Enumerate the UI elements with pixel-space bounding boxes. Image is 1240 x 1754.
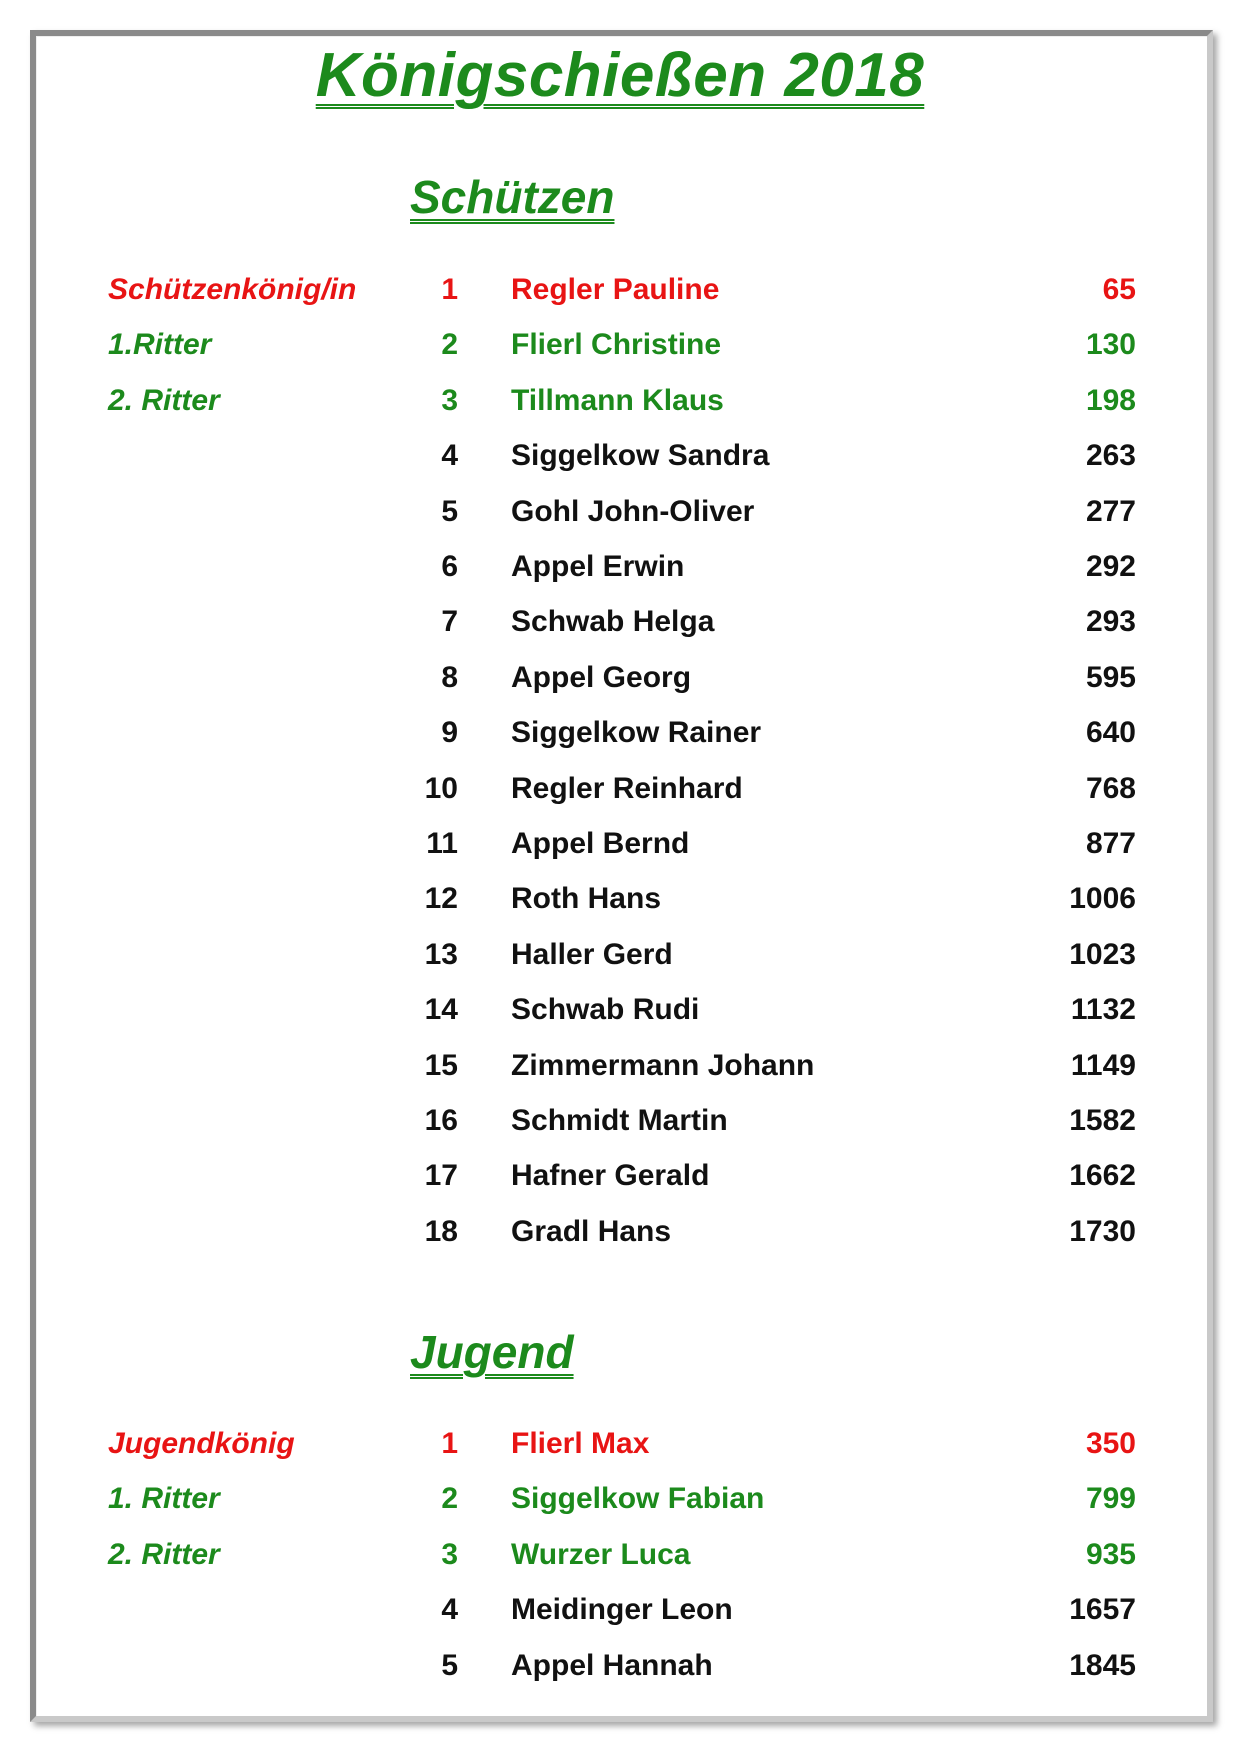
row-rank: 17	[424, 1159, 458, 1192]
row-role-label: 2. Ritter	[108, 384, 220, 417]
row-name: Flierl Max	[511, 1427, 650, 1460]
result-row	[0, 1477, 1240, 1521]
row-rank: 5	[441, 1649, 458, 1682]
row-score: 293	[1085, 605, 1136, 638]
result-row	[0, 1588, 1240, 1632]
row-name: Roth Hans	[511, 882, 661, 915]
row-name: Regler Pauline	[511, 273, 720, 306]
row-name: Appel Georg	[511, 661, 692, 694]
row-rank: 1	[441, 1427, 458, 1460]
row-rank: 8	[441, 661, 458, 694]
row-name: Schwab Helga	[511, 605, 715, 638]
row-role-label: 1.Ritter	[108, 328, 212, 361]
result-row	[0, 323, 1240, 367]
row-score: 1149	[1070, 1049, 1136, 1082]
row-rank: 4	[441, 1593, 458, 1626]
result-row	[0, 1422, 1240, 1466]
result-row	[0, 490, 1240, 534]
result-row	[0, 1210, 1240, 1254]
row-role-label: Schützenkönig/in	[108, 273, 357, 306]
row-score: 935	[1085, 1538, 1136, 1571]
result-row	[0, 877, 1240, 921]
result-row	[0, 656, 1240, 700]
result-row	[0, 1644, 1240, 1688]
result-row	[0, 1154, 1240, 1198]
row-score: 768	[1085, 772, 1136, 805]
row-name: Meidinger Leon	[511, 1593, 733, 1626]
row-score: 877	[1085, 827, 1136, 860]
row-score: 1006	[1069, 882, 1136, 915]
row-score: 65	[1102, 273, 1136, 306]
result-row	[0, 1099, 1240, 1143]
row-score: 595	[1085, 661, 1136, 694]
row-rank: 4	[441, 439, 458, 472]
row-score: 198	[1085, 384, 1136, 417]
row-name: Hafner Gerald	[511, 1159, 710, 1192]
result-row	[0, 600, 1240, 644]
row-name: Wurzer Luca	[511, 1538, 691, 1571]
row-rank: 9	[441, 716, 458, 749]
row-rank: 16	[424, 1104, 458, 1137]
result-row	[0, 379, 1240, 423]
row-name: Haller Gerd	[511, 938, 673, 971]
row-role-label: 2. Ritter	[108, 1538, 220, 1571]
result-row	[0, 434, 1240, 478]
row-rank: 2	[441, 1482, 458, 1515]
row-name: Siggelkow Rainer	[511, 716, 762, 749]
row-name: Zimmermann Johann	[511, 1049, 815, 1082]
row-score: 1845	[1069, 1649, 1136, 1682]
row-score: 1657	[1069, 1593, 1136, 1626]
row-name: Schwab Rudi	[511, 993, 700, 1026]
result-row	[0, 1533, 1240, 1577]
row-name: Siggelkow Fabian	[511, 1482, 765, 1515]
row-name: Flierl Christine	[511, 328, 722, 361]
result-row	[0, 988, 1240, 1032]
row-rank: 6	[441, 550, 458, 583]
result-row	[0, 822, 1240, 866]
section-heading: Schützen	[410, 171, 615, 223]
row-rank: 7	[441, 605, 458, 638]
section-heading: Jugend	[410, 1326, 574, 1378]
row-score: 1582	[1069, 1104, 1136, 1137]
page-title: Königschießen 2018	[315, 41, 925, 110]
result-row	[0, 268, 1240, 312]
row-score: 277	[1085, 495, 1136, 528]
row-score: 350	[1085, 1427, 1136, 1460]
row-score: 263	[1085, 439, 1136, 472]
row-rank: 10	[424, 772, 458, 805]
row-rank: 3	[441, 384, 458, 417]
row-rank: 18	[424, 1215, 458, 1248]
row-name: Appel Hannah	[511, 1649, 713, 1682]
row-name: Gohl John-Oliver	[511, 495, 755, 528]
row-rank: 14	[424, 993, 458, 1026]
row-name: Siggelkow Sandra	[511, 439, 770, 472]
row-rank: 13	[424, 938, 458, 971]
row-name: Gradl Hans	[511, 1215, 672, 1248]
row-role-label: Jugendkönig	[108, 1427, 295, 1460]
row-score: 130	[1085, 328, 1136, 361]
row-score: 1132	[1070, 993, 1136, 1026]
row-score: 1662	[1069, 1159, 1136, 1192]
row-score: 292	[1085, 550, 1136, 583]
result-row	[0, 933, 1240, 977]
row-score: 1023	[1069, 938, 1136, 971]
row-score: 799	[1085, 1482, 1136, 1515]
row-rank: 2	[441, 328, 458, 361]
row-rank: 1	[441, 273, 458, 306]
result-row	[0, 711, 1240, 755]
row-name: Appel Erwin	[511, 550, 685, 583]
row-rank: 11	[426, 827, 458, 860]
result-row	[0, 767, 1240, 811]
row-score: 1730	[1069, 1215, 1136, 1248]
row-rank: 15	[424, 1049, 458, 1082]
row-name: Tillmann Klaus	[511, 384, 724, 417]
row-role-label: 1. Ritter	[108, 1482, 220, 1515]
row-name: Regler Reinhard	[511, 772, 743, 805]
result-row	[0, 1044, 1240, 1088]
result-row	[0, 545, 1240, 589]
row-rank: 12	[424, 882, 458, 915]
row-rank: 3	[441, 1538, 458, 1571]
row-score: 640	[1085, 716, 1136, 749]
row-rank: 5	[441, 495, 458, 528]
row-name: Appel Bernd	[511, 827, 690, 860]
row-name: Schmidt Martin	[511, 1104, 728, 1137]
